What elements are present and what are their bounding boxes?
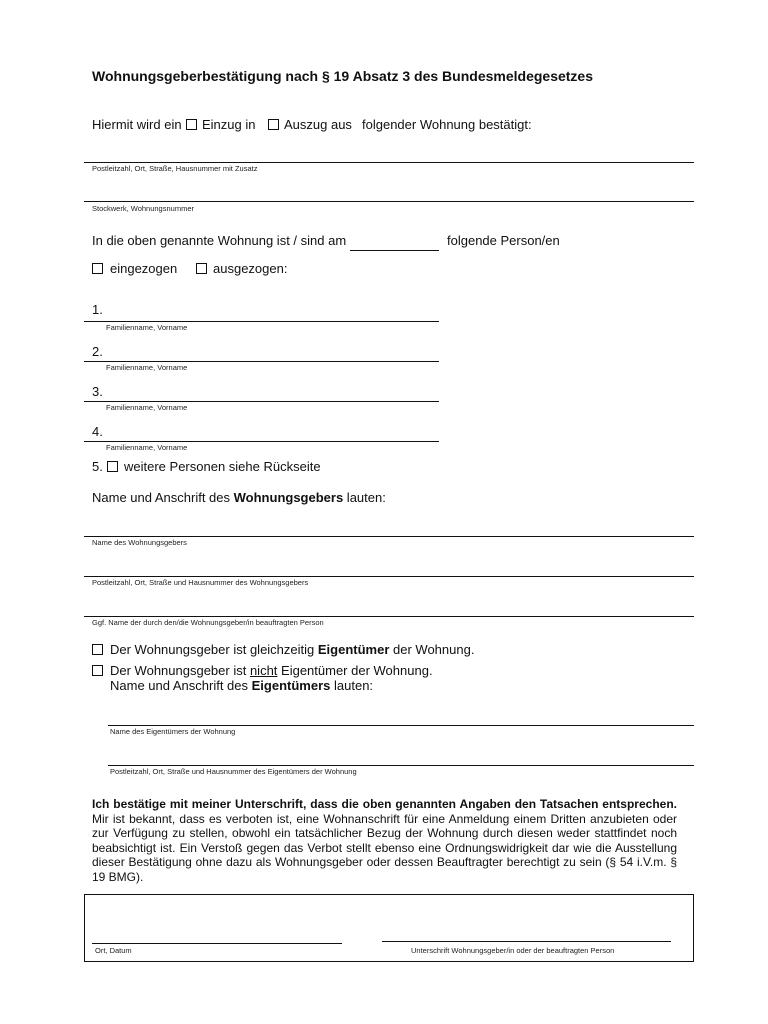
- landlord-heading-bold: Wohnungsgebers: [233, 490, 344, 505]
- agent-label: Ggf. Name der durch den/die Wohnungsgeber/in beauftragten Person: [92, 618, 324, 627]
- not-owner-prefix: Der Wohnungsgeber ist: [110, 663, 250, 678]
- landlord-heading-prefix: Name und Anschrift des: [92, 490, 234, 505]
- floor-field[interactable]: [84, 201, 694, 202]
- not-owner-suffix: Eigentümer der Wohnung.: [277, 663, 433, 678]
- person-4-label: Familienname, Vorname: [106, 443, 188, 452]
- landlord-name-field[interactable]: [84, 536, 694, 537]
- date-field[interactable]: [350, 250, 439, 251]
- address-field[interactable]: [84, 162, 694, 163]
- more-persons-label: weitere Personen siehe Rückseite: [124, 459, 321, 474]
- ausgezogen-label: ausgezogen:: [213, 261, 288, 276]
- signature-label: Unterschrift Wohnungsgeber/in oder der beauftragten Person: [411, 946, 615, 955]
- owner-name-field[interactable]: [108, 725, 694, 726]
- date-sentence-prefix: In die oben genannte Wohnung ist / sind am: [92, 233, 347, 248]
- person-3-label: Familienname, Vorname: [106, 403, 188, 412]
- floor-field-label: Stockwerk, Wohnungsnummer: [92, 204, 194, 213]
- eingezogen-checkbox[interactable]: [92, 263, 103, 274]
- person-2-field[interactable]: [84, 361, 439, 362]
- signature-field[interactable]: [382, 941, 671, 942]
- intro-suffix: folgender Wohnung bestätigt:: [362, 117, 532, 132]
- person-3-number: 3.: [92, 384, 103, 399]
- owner-checkbox[interactable]: [92, 644, 103, 655]
- agent-field[interactable]: [84, 616, 694, 617]
- person-2-number: 2.: [92, 344, 103, 359]
- owner-name-label: Name des Eigentümers der Wohnung: [110, 727, 236, 736]
- declaration-bold: Ich bestätige mit meiner Unterschrift, dass die oben genannten Angaben den Tatsachen entsprechen.: [92, 797, 677, 811]
- eingezogen-label: eingezogen: [110, 261, 178, 276]
- landlord-heading-suffix: lauten:: [343, 490, 386, 505]
- person-3-field[interactable]: [84, 401, 439, 402]
- owner-heading: [110, 678, 373, 694]
- address-field-label: Postleitzahl, Ort, Straße, Hausnummer mit Zusatz: [92, 164, 258, 173]
- auszug-checkbox[interactable]: [268, 119, 279, 130]
- declaration-paragraph: [92, 797, 677, 884]
- einzug-label: Einzug in: [202, 117, 256, 132]
- person-1-field[interactable]: [84, 321, 439, 322]
- owner-address-label: Postleitzahl, Ort, Straße und Hausnummer des Eigentümers der Wohnung: [110, 767, 357, 776]
- not-owner-statement: [110, 663, 433, 679]
- owner-heading-suffix: lauten:: [330, 678, 374, 693]
- more-persons-checkbox[interactable]: [107, 461, 118, 472]
- person-4-field[interactable]: [84, 441, 439, 442]
- auszug-label: Auszug aus: [284, 117, 352, 132]
- page-title: Wohnungsgeberbestätigung nach § 19 Absatz 3 des Bundesmeldegesetzes: [92, 68, 594, 84]
- person-1-label: Familienname, Vorname: [106, 323, 188, 332]
- place-date-label: Ort, Datum: [95, 946, 132, 955]
- person-2-label: Familienname, Vorname: [106, 363, 188, 372]
- owner-statement-suffix: der Wohnung.: [389, 642, 475, 657]
- declaration-text: Mir ist bekannt, dass es verboten ist, eine Wohnanschrift für eine Anmeldung einem Dritten anzubieten oder zur Verfügung zu stellen, obwohl ein tatsächlicher Bezug der Wohnung durch diesen weder stattfindet noch beabsichtigt ist. Ein Verstoß gegen das Verbot stellt ebenso eine Ordnungswidrigkeit dar wie die Ausstellung dieser Bestätigung ohne dazu als Wohnungsgeber oder dessen Beauftragter berechtigt zu sein (§ 54 i.V.m. § 19 BMG).: [92, 811, 677, 884]
- date-sentence-suffix: folgende Person/en: [447, 233, 560, 248]
- landlord-address-field[interactable]: [84, 576, 694, 577]
- not-owner-underline: nicht: [249, 663, 278, 678]
- landlord-address-label: Postleitzahl, Ort, Straße und Hausnummer des Wohnungsgebers: [92, 578, 309, 587]
- owner-heading-bold: Eigentümers: [251, 678, 331, 693]
- intro-prefix: Hiermit wird ein: [92, 117, 182, 132]
- not-owner-checkbox[interactable]: [92, 665, 103, 676]
- person-1-number: 1.: [92, 302, 103, 317]
- owner-statement-bold: Eigentümer: [317, 642, 390, 657]
- ausgezogen-checkbox[interactable]: [196, 263, 207, 274]
- owner-statement-prefix: Der Wohnungsgeber ist gleichzeitig: [110, 642, 318, 657]
- person-4-number: 4.: [92, 424, 103, 439]
- einzug-checkbox[interactable]: [186, 119, 197, 130]
- place-date-field[interactable]: [92, 943, 342, 944]
- owner-address-field[interactable]: [108, 765, 694, 766]
- landlord-name-label: Name des Wohnungsgebers: [92, 538, 187, 547]
- person-5-number: 5.: [92, 459, 103, 474]
- landlord-heading: [92, 490, 386, 506]
- owner-statement: [110, 642, 474, 658]
- owner-heading-prefix: Name und Anschrift des: [110, 678, 252, 693]
